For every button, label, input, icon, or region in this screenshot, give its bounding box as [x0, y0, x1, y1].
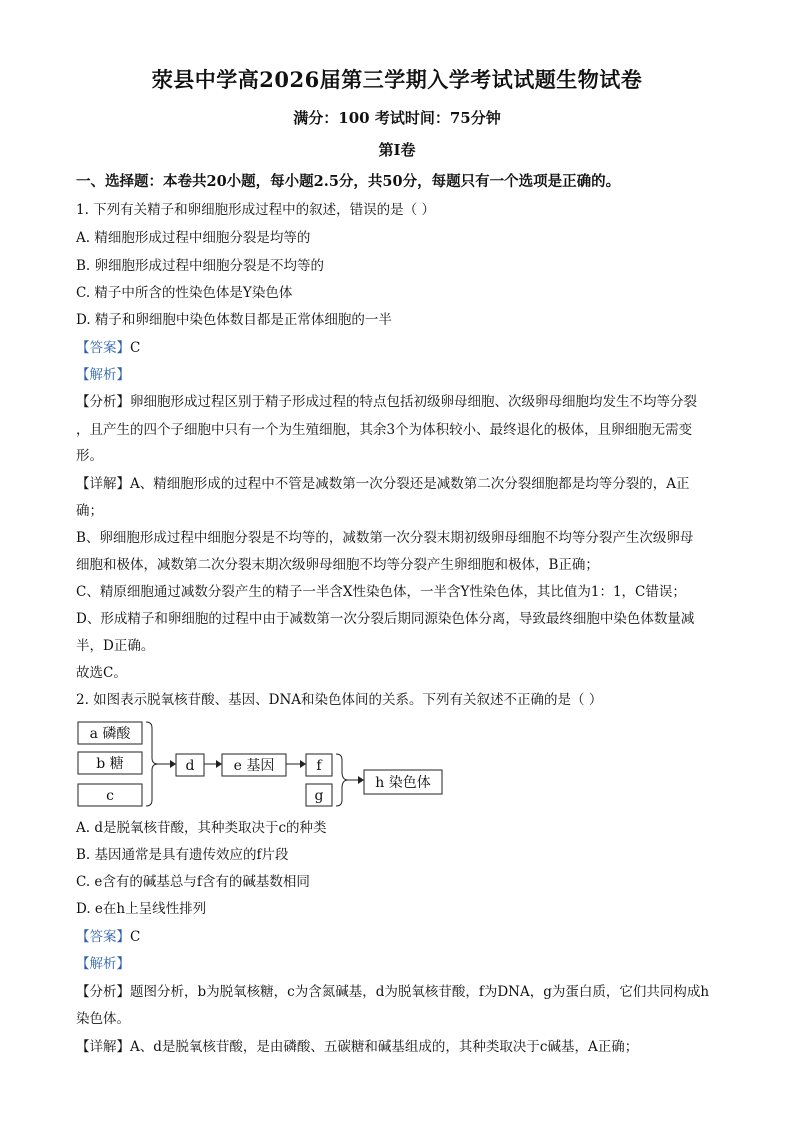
fenxi-tag: 【分析】 [76, 984, 130, 1000]
brace-abc [146, 722, 158, 806]
detail-line: 故选C。 [76, 665, 127, 681]
analysis-tag: 【解析】 [76, 956, 130, 972]
exam-meta: 满分：100 考试时间：75分钟 [293, 109, 501, 127]
detail-line: 细胞和极体，减数第二次分裂末期次级卵母细胞不均等分裂产生卵细胞和极体，B正确； [76, 557, 599, 573]
label-c: c [106, 788, 114, 804]
section-heading: 一、选择题：本卷共20小题，每小题2.5分，共50分，每题只有一个选项是正确的。 [76, 173, 621, 190]
fenxi-line: 形。 [76, 448, 103, 464]
detail-text: A、d是脱氧核苷酸，是由磷酸、五碳糖和碱基组成的，其种类取决于c碱基，A正确； [130, 1039, 639, 1055]
question-2-stem: 2. 如图表示脱氧核苷酸、基因、DNA和染色体间的关系。下列有关叙述不正确的是（ ） [76, 692, 603, 708]
detail-line: C、精原细胞通过减数分裂产生的精子一半含X性染色体，一半含Y性染色体，其比值为1：1，C错误； [76, 584, 686, 600]
analysis-tag: 【解析】 [76, 367, 130, 383]
question-1-answer [76, 338, 726, 358]
question-2-answer [76, 927, 726, 947]
fenxi-text: 卵细胞形成过程区别于精子形成过程的特点包括初级卵母细胞、次级卵母细胞均发生不均等分裂 [130, 394, 697, 410]
answer-value: C [130, 929, 141, 945]
xiangjie-tag: 【详解】 [76, 1039, 130, 1055]
question-2-option-c: C. e含有的碱基总与f含有的碱基数相同 [76, 874, 310, 890]
detail-line: 确； [76, 503, 103, 519]
fenxi-line [76, 982, 726, 1002]
fenxi-text: 题图分析，b为脱氧核糖，c为含氮碱基，d为脱氧核苷酸，f为DNA，g为蛋白质，它们共同构成h [130, 984, 710, 1000]
label-b: b 糖 [96, 756, 124, 772]
question-1-option-c: C. 精子中所含的性染色体是Y染色体 [76, 285, 293, 301]
question-2-option-a: A. d是脱氧核苷酸，其种类取决于c的种类 [76, 820, 327, 836]
question-1-option-d: D. 精子和卵细胞中染色体数目都是正常体细胞的一半 [76, 312, 392, 328]
question-2-option-b: B. 基因通常是具有遗传效应的f片段 [76, 847, 289, 863]
xiangjie-tag: 【详解】 [76, 476, 130, 492]
fenxi-line: ，且产生的四个子细胞中只有一个为生殖细胞，其余3个为体积较小、最终退化的极体，且卵细胞无需变 [76, 422, 693, 438]
fenxi-line [76, 392, 726, 412]
label-a: a 磷酸 [89, 726, 131, 742]
label-f: f [316, 758, 322, 774]
question-2-option-d: D. e在h上呈线性排列 [76, 901, 207, 917]
brace-fg [336, 754, 348, 806]
detail-line: 半，D正确。 [76, 638, 155, 654]
structure-diagram [76, 718, 456, 812]
detail-line [76, 474, 726, 494]
fenxi-tag: 【分析】 [76, 394, 130, 410]
answer-tag: 【答案】 [76, 929, 130, 945]
label-e: e 基因 [233, 758, 275, 774]
label-d: d [185, 758, 195, 774]
volume-label: 第Ⅰ卷 [378, 141, 416, 159]
label-h: h 染色体 [375, 775, 431, 791]
answer-value: C [130, 340, 141, 356]
exam-title: 荥县中学高2026届第三学期入学考试试题生物试卷 [151, 67, 643, 92]
answer-tag: 【答案】 [76, 340, 130, 356]
detail-line: B、卵细胞形成过程中细胞分裂是不均等的，减数第一次分裂末期初级卵母细胞不均等分裂产生次级卵母 [76, 530, 694, 546]
question-1-stem: 1. 下列有关精子和卵细胞形成过程中的叙述，错误的是（ ） [76, 202, 435, 218]
detail-line [76, 1037, 726, 1057]
detail-line: D、形成精子和卵细胞的过程中由于减数第一次分裂后期同源染色体分离，导致最终细胞中染色体数量减 [76, 611, 695, 627]
question-1-option-b: B. 卵细胞形成过程中细胞分裂是不均等的 [76, 258, 325, 274]
detail-text: A、精细胞形成的过程中不管是减数第一次分裂还是减数第二次分裂细胞都是均等分裂的，A正 [130, 476, 690, 492]
label-g: g [314, 788, 324, 804]
diagram-svg [76, 718, 456, 812]
question-1-option-a: A. 精细胞形成过程中细胞分裂是均等的 [76, 230, 311, 246]
fenxi-line: 染色体。 [76, 1011, 130, 1027]
